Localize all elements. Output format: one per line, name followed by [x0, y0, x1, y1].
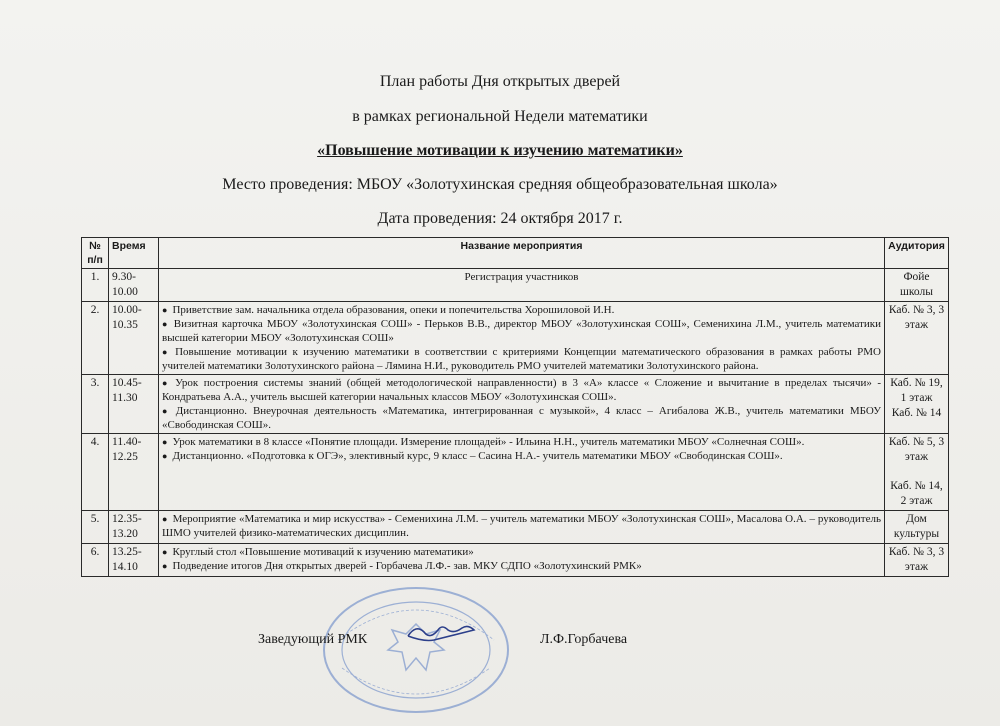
row-num: 6.	[82, 544, 109, 577]
row-event	[159, 434, 885, 511]
table-row	[82, 269, 949, 302]
bullet-icon: ●	[162, 305, 168, 315]
event-theme: «Повышение мотивации к изучению математики»	[317, 142, 683, 159]
list-item: ● Повышение мотивации к изучению математики в соответствии с критериями Концепции математического образования в рамках работы РМО учителей математики Золотухинского района – Лямина Н.И., руководитель РМО учителей математики Золотухинского района.	[162, 346, 881, 372]
list-item: ● Урок математики в 8 классе «Понятие площади. Измерение площадей» - Ильина Н.Н., учитель математики МБОУ «Солнечная СОШ».	[162, 436, 805, 448]
row-time: 13.25-14.10	[109, 544, 159, 577]
row-num: 5.	[82, 511, 109, 544]
list-item: ● Урок построения системы знаний (общей методологической направленности) в 3 «А» классе « Сложение и вычитание в пределах тысячи» - Кондратьева А.А., учитель высшей категории начальных классов МБОУ «Золотухинская СОШ».	[162, 377, 881, 403]
row-room: Дом культуры	[885, 511, 949, 544]
bullet-icon: ●	[162, 451, 168, 461]
row-room: Фойе школы	[885, 269, 949, 302]
table-row	[82, 375, 949, 434]
header-room: Аудитория	[885, 238, 949, 269]
table-row	[82, 544, 949, 577]
table-header-row	[82, 238, 949, 269]
row-room: Каб. № 5, 3 этаж Каб. № 14, 2 этаж	[885, 434, 949, 511]
list-item: ● Круглый стол «Повышение мотиваций к изучению математики»	[162, 546, 474, 558]
row-event	[159, 375, 885, 434]
header-event: Название мероприятия	[159, 238, 885, 269]
signature-name: Л.Ф.Горбачева	[540, 632, 628, 647]
event-location: Место проведения: МБОУ «Золотухинская средняя общеобразовательная школа»	[222, 176, 778, 193]
row-event: Регистрация участников	[159, 269, 885, 302]
row-event	[159, 511, 885, 544]
official-stamp	[298, 580, 558, 720]
row-num: 1.	[82, 269, 109, 302]
table-row	[82, 511, 949, 544]
document-subtitle: в рамках региональной Недели математики	[352, 108, 648, 125]
event-date: Дата проведения: 24 октября 2017 г.	[377, 210, 623, 227]
bullet-icon: ●	[162, 378, 171, 388]
row-time: 12.35-13.20	[109, 511, 159, 544]
list-item: ● Подведение итогов Дня открытых дверей - Горбачева Л.Ф.- зав. МКУ СДПО «Золотухинский РМК»	[162, 560, 642, 572]
table-row	[82, 434, 949, 511]
row-num: 2.	[82, 302, 109, 375]
document-title: План работы Дня открытых дверей	[379, 73, 621, 90]
list-item: ● Дистанционно. Внеурочная деятельность «Математика, интегрированная с музыкой», 4 класс – Агибалова Ж.В., учитель математики МБОУ «Свободинская СОШ».	[162, 405, 882, 431]
row-room: Каб. № 19, 1 этаж Каб. № 14	[885, 375, 949, 434]
list-item: ● Мероприятие «Математика и мир искусства» - Семенихина Л.М. – учитель математики МБОУ «Золотухинская СОШ», Масалова О.А. – руководитель ШМО учителей физико-математических дисциплин.	[162, 513, 882, 539]
stamp-seal	[324, 588, 508, 712]
list-item: ● Визитная карточка МБОУ «Золотухинская СОШ» - Перьков В.В., директор МБОУ «Золотухинская СОШ», Семенихина Л.М., учитель математики высшей категории МБОУ «Золотухинская СОШ»	[162, 318, 882, 344]
row-time: 11.40-12.25	[109, 434, 159, 511]
bullet-icon: ●	[162, 437, 168, 447]
table-row	[82, 302, 949, 375]
signature-role: Заведующий РМК	[258, 632, 368, 647]
bullet-icon: ●	[162, 514, 168, 524]
row-num: 3.	[82, 375, 109, 434]
list-item: ● Дистанционно. «Подготовка к ОГЭ», элективный курс, 9 класс – Сасина Н.А.- учитель математики МБОУ «Свободинская СОШ».	[162, 450, 783, 462]
row-event	[159, 544, 885, 577]
bullet-icon: ●	[162, 547, 168, 557]
header-time: Время	[109, 238, 159, 269]
signature-scribble	[408, 626, 474, 640]
row-event	[159, 302, 885, 375]
header-num: № п/п	[82, 238, 109, 269]
bullet-icon: ●	[162, 347, 171, 357]
schedule-table	[81, 237, 949, 577]
row-num: 4.	[82, 434, 109, 511]
row-time: 9.30-10.00	[109, 269, 159, 302]
row-room: Каб. № 3, 3 этаж	[885, 302, 949, 375]
row-room: Каб. № 3, 3 этаж	[885, 544, 949, 577]
bullet-icon: ●	[162, 319, 169, 329]
bullet-icon: ●	[162, 561, 168, 571]
row-time: 10.00-10.35	[109, 302, 159, 375]
list-item: ● Приветствие зам. начальника отдела образования, опеки и попечительства Хорошиловой И.Н.	[162, 304, 615, 316]
row-time: 10.45-11.30	[109, 375, 159, 434]
bullet-icon: ●	[162, 406, 171, 416]
